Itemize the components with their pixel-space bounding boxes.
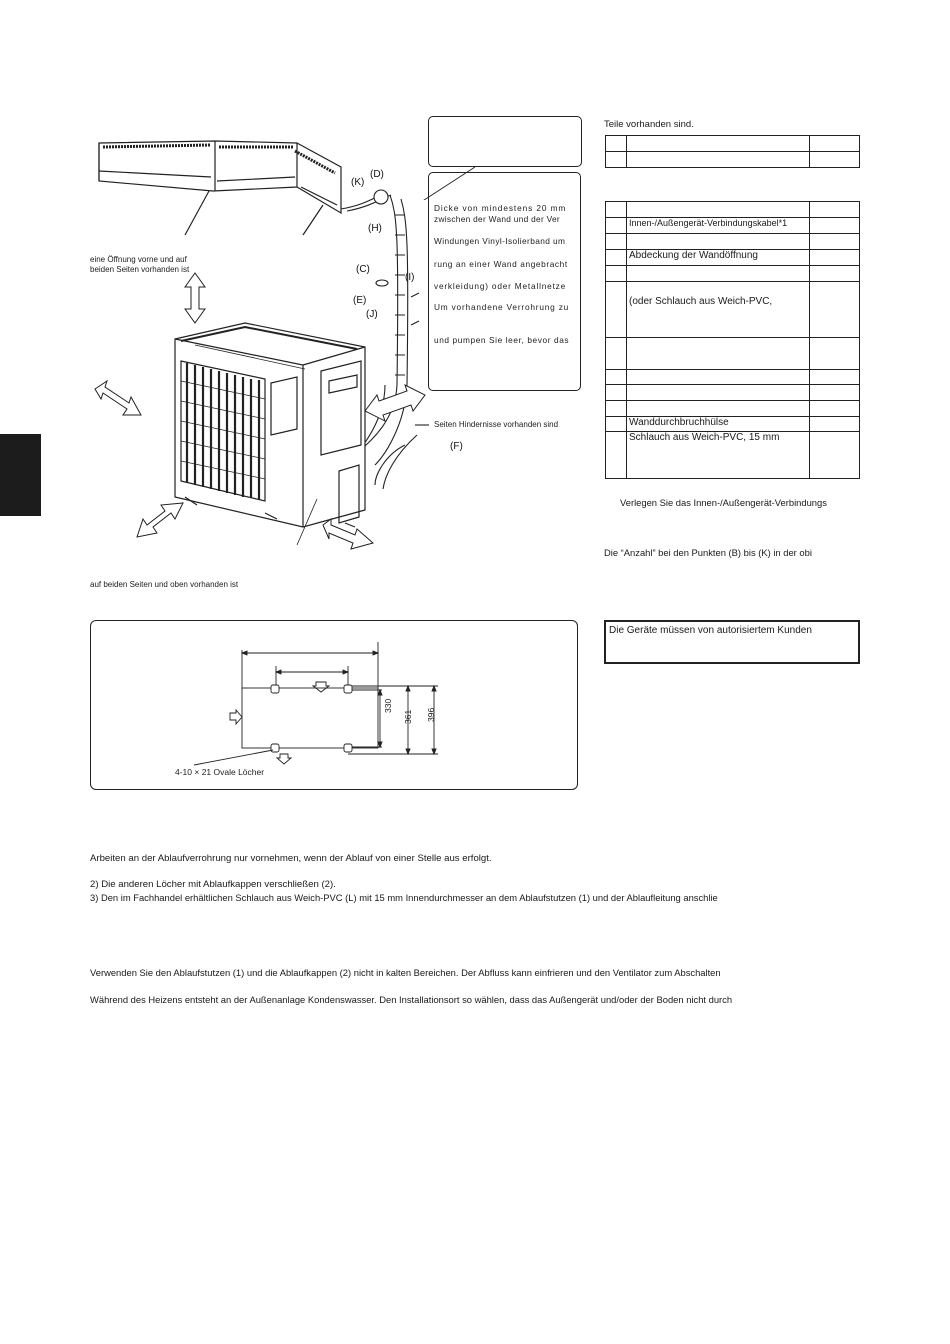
- part-label-d: (D): [370, 169, 384, 180]
- table-cell: Abdeckung der Wandöffnung: [627, 250, 810, 266]
- table-cell: [627, 202, 810, 218]
- authorized-installer-box: [604, 620, 860, 664]
- note-line: Um vorhandene Verrohrung zu: [434, 302, 570, 312]
- table-cell: [627, 266, 810, 282]
- part-label-j: (J): [366, 309, 378, 320]
- outdoor-unit-drawing: [175, 323, 365, 527]
- drain-note: Arbeiten an der Ablaufverrohrung nur vornehmen, wenn der Ablauf von einer Stelle aus erfolgt.: [90, 853, 492, 864]
- dimension-330: 330: [383, 698, 393, 713]
- note-line: rung an einer Wand angebracht: [434, 259, 568, 269]
- note-line: verkleidung) oder Metallnetze: [434, 281, 567, 291]
- part-label-i: (I): [405, 272, 415, 283]
- part-label-h: (H): [368, 223, 382, 234]
- table-cell: Schlauch aus Weich-PVC, 15 mm: [627, 432, 810, 479]
- dimension-396: 396: [426, 707, 436, 722]
- table-cell: Wanddurchbruchhülse: [627, 417, 810, 432]
- part-label-k: (K): [351, 177, 365, 188]
- table-cell: [627, 234, 810, 250]
- clearance-note-front: beiden Seiten vorhanden ist: [90, 265, 190, 274]
- parts-intro: Teile vorhanden sind.: [604, 119, 694, 130]
- drain-step-3: 3) Den im Fachhandel erhältlichen Schlauch aus Weich-PVC (L) mit 15 mm Innendurchmesser an dem Ablaufstutzen (1) und der Ablaufleitung anschlie: [90, 892, 718, 903]
- part-label-e: (E): [353, 295, 367, 306]
- installation-illustration: [85, 125, 435, 555]
- table-cell: [627, 401, 810, 417]
- anzahl-note: Die “Anzahl” bei den Punkten (B) bis (K) in der obi: [604, 547, 812, 558]
- clearance-note-top: auf beiden Seiten und oben vorhanden ist: [90, 580, 239, 589]
- authorized-installer-text: Die Geräte müssen von autorisiertem Kunden: [609, 625, 812, 636]
- part-label-c: (C): [356, 264, 370, 275]
- condensation-warning: Während des Heizens entsteht an der Außenanlage Kondenswasser. Den Installationsort so wählen, dass das Außengerät und/oder der Boden nicht durch: [90, 994, 733, 1005]
- cable-note: Verlegen Sie das Innen-/Außengerät-Verbindungs: [620, 497, 827, 508]
- table-cell: [627, 370, 810, 385]
- indoor-unit-drawing: [99, 141, 341, 235]
- table-cell: [627, 338, 810, 370]
- note-line: und pumpen Sie leer, bevor das: [434, 335, 570, 345]
- section-tab: [0, 434, 41, 516]
- note-line: zwischen der Wand und der Ver: [434, 214, 560, 224]
- note-line: Windungen Vinyl-Isolierband um: [434, 236, 566, 246]
- clearance-note-sides: Seiten Hindernisse vorhanden sind: [434, 420, 559, 429]
- part-label-f: (F): [450, 441, 463, 452]
- holes-label: 4-10 × 21 Ovale Löcher: [175, 767, 265, 777]
- mounting-drawing: [90, 620, 578, 790]
- table-cell: [627, 385, 810, 401]
- table-cell: (oder Schlauch aus Weich-PVC,: [627, 282, 810, 338]
- dimension-361: 361: [403, 709, 413, 724]
- table-cell: Innen-/Außengerät-Verbindungskabel*1: [627, 218, 810, 234]
- drain-step-2: 2) Die anderen Löcher mit Ablaufkappen verschließen (2).: [90, 879, 336, 890]
- parts-table-1: [605, 135, 860, 168]
- parts-table-2: [605, 201, 860, 479]
- note-line: Dicke von mindestens 20 mm: [434, 203, 567, 213]
- clearance-note-front: eine Öffnung vorne und auf: [90, 255, 187, 264]
- cold-area-warning: Verwenden Sie den Ablaufstutzen (1) und die Ablaufkappen (2) nicht in kalten Bereichen. Der Abfluss kann einfrieren und den Ventilator zum Abschalten: [90, 967, 721, 978]
